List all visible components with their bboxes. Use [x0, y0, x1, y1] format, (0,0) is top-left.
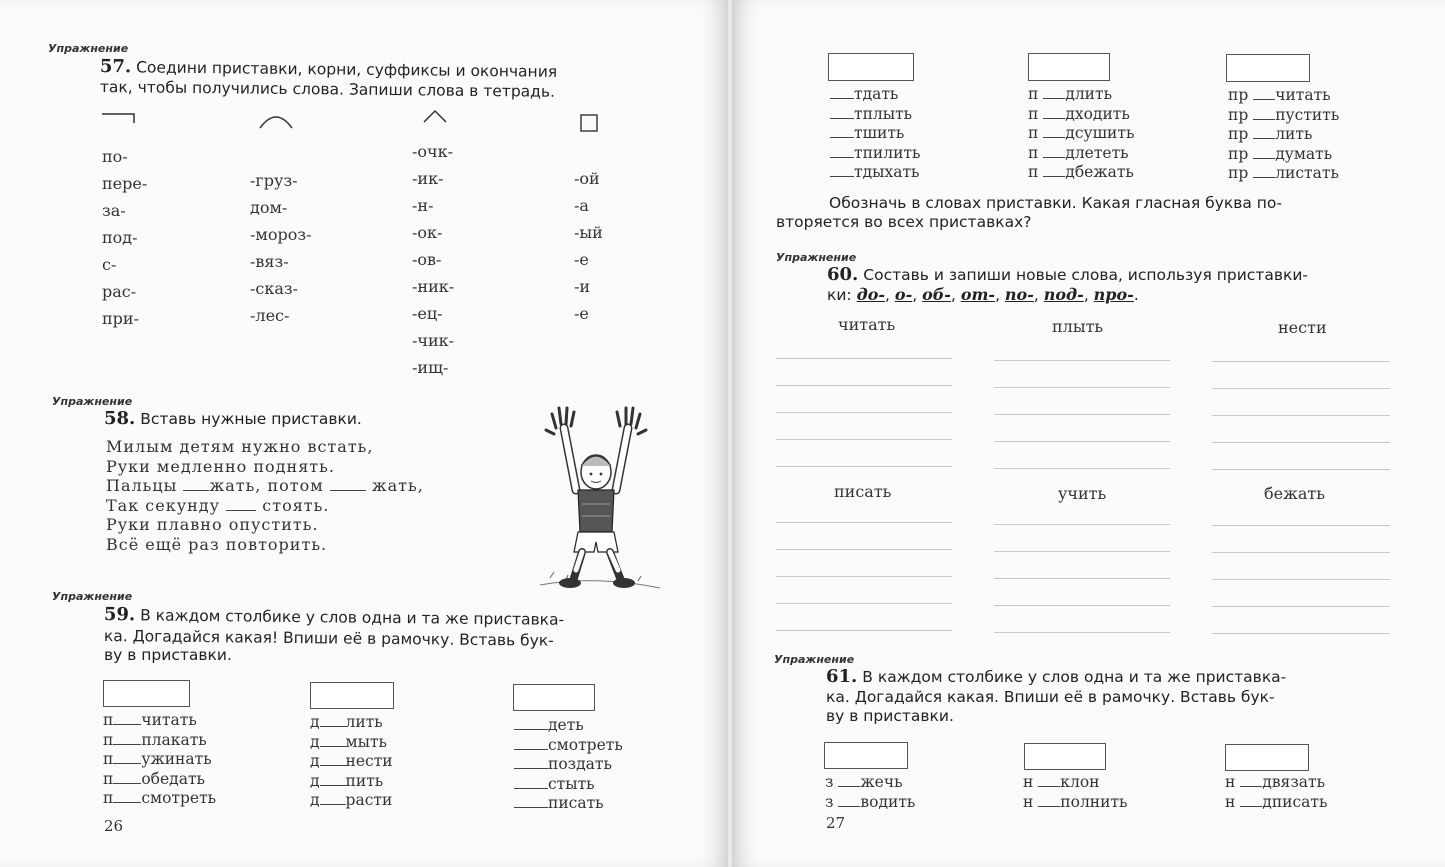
letter-blank[interactable]: [320, 765, 346, 766]
ex60-heading: [827, 265, 1308, 285]
ending-column: [574, 165, 603, 327]
ex61-col3: [1225, 773, 1327, 812]
prefix-answer-box[interactable]: [1024, 743, 1106, 770]
page-number-right: 27: [826, 814, 846, 832]
verb-heading: писать: [834, 482, 892, 501]
exercise-label: Упражнение: [52, 590, 133, 603]
writing-line[interactable]: [1212, 579, 1390, 580]
ex58-number: 58.: [104, 408, 136, 429]
prefix-answer-box[interactable]: [1226, 54, 1310, 82]
writing-line[interactable]: [776, 385, 952, 386]
word-item: п обедать: [103, 769, 205, 788]
ex59b-question-line2: вторяется во всех приставках?: [776, 213, 1032, 231]
letter-blank[interactable]: [1253, 119, 1275, 120]
poem-line: Всё ещё раз повторить.: [106, 534, 328, 554]
root-item: дом-: [250, 198, 288, 217]
letter-blank[interactable]: [320, 726, 346, 727]
exercise-label: Упражнение: [776, 251, 857, 264]
letter-blank[interactable]: [1038, 806, 1060, 807]
boy-exercising-illustration: [520, 400, 670, 600]
suffix-item: -ник-: [412, 277, 455, 296]
ex61-col1: [825, 773, 915, 812]
suffix-item: -н-: [412, 196, 434, 215]
word-item: пр листать: [1228, 164, 1339, 182]
ex61-col2: [1023, 773, 1127, 812]
poem-line: Так секунду стоять.: [106, 495, 330, 515]
word-item: пр читать: [1228, 86, 1331, 104]
writing-line[interactable]: [994, 578, 1170, 579]
letter-blank[interactable]: [113, 763, 141, 764]
letter-blank[interactable]: [1043, 176, 1065, 177]
ex57-line1: Соедини приставки, корни, суффиксы и окончания: [136, 58, 558, 81]
letter-blank[interactable]: [1043, 118, 1065, 119]
word-item: поздать: [514, 755, 623, 775]
ex61-heading: [826, 667, 1286, 687]
ex58-poem: [106, 437, 424, 554]
writing-line[interactable]: [994, 551, 1170, 552]
ex59-col1: [103, 711, 216, 809]
exercise-label: Упражнение: [774, 653, 855, 666]
word-item: стыть: [514, 775, 623, 795]
ex57-line2: так, чтобы получились слова. Запиши слова в тетрадь.: [99, 78, 556, 101]
letter-blank[interactable]: [1038, 786, 1060, 787]
word-item: тдыхать: [830, 163, 920, 183]
writing-line[interactable]: [1212, 442, 1390, 443]
ex61-line3: ву в приставки.: [826, 707, 954, 725]
letter-blank[interactable]: [113, 744, 141, 745]
writing-line[interactable]: [776, 522, 952, 523]
letter-blank[interactable]: [1240, 786, 1262, 787]
poem-line: Руки плавно опустить.: [106, 515, 319, 534]
right-page: [732, 0, 1445, 867]
ex59b-question-line1: Обозначь в словах приставки. Какая гласная буква по-: [829, 194, 1282, 212]
poem-line: Пальцы жать, потом жать,: [106, 476, 424, 495]
letter-blank[interactable]: [514, 749, 548, 750]
ending-item: -ый: [574, 223, 603, 242]
root-symbol-icon: [258, 110, 294, 130]
letter-blank[interactable]: [1043, 157, 1065, 158]
writing-line[interactable]: [994, 387, 1170, 388]
word-item: д расти: [310, 791, 393, 809]
letter-blank[interactable]: [830, 137, 854, 138]
verb-heading: учить: [1058, 484, 1107, 503]
word-item: пр лить: [1228, 125, 1313, 143]
word-item: п дсушить: [1028, 124, 1135, 142]
ending-item: -а: [574, 196, 589, 215]
word-item: п дбежать: [1028, 163, 1134, 181]
letter-blank[interactable]: [838, 806, 860, 807]
letter-blank[interactable]: [1253, 99, 1275, 100]
writing-line[interactable]: [1212, 525, 1390, 526]
verb-heading: плыть: [1052, 317, 1104, 336]
word-item: п длететь: [1028, 143, 1129, 162]
ex60-line2: ки: до-, о-, об-, от-, по-, под-, про-.: [827, 285, 1139, 304]
prefix-blank[interactable]: [183, 490, 209, 491]
ending-item: -ой: [574, 169, 600, 188]
letter-blank[interactable]: [1253, 158, 1275, 159]
letter-blank[interactable]: [514, 729, 548, 730]
writing-line[interactable]: [776, 412, 952, 413]
writing-line[interactable]: [776, 439, 952, 440]
word-item: пр пустить: [1228, 105, 1340, 124]
prefix-answer-box[interactable]: [828, 53, 914, 81]
ex59-line3: ву в приставки.: [104, 646, 232, 664]
ending-item: -е: [574, 250, 589, 269]
writing-line[interactable]: [994, 524, 1170, 525]
ex61-line2: ка. Догадайся какая. Впиши её в рамочку. Вставь бук-: [826, 688, 1275, 706]
word-item: п ужинать: [103, 750, 212, 768]
ex60-line1: Составь и запиши новые слова, используя приставки-: [863, 266, 1308, 284]
word-item: д лить: [310, 713, 383, 731]
word-item: з водить: [825, 792, 916, 811]
writing-line[interactable]: [1212, 633, 1390, 634]
ex60-number: 60.: [827, 264, 859, 285]
ex59b-col3: [1228, 86, 1339, 184]
root-item: -лес-: [250, 306, 290, 325]
root-item: -вяз-: [250, 252, 289, 271]
suffix-item: -ов-: [412, 250, 442, 269]
letter-blank[interactable]: [514, 768, 548, 769]
writing-line[interactable]: [1212, 388, 1390, 389]
writing-line[interactable]: [776, 466, 952, 467]
prefix-example: до-: [856, 285, 886, 304]
suffix-item: -ик-: [412, 169, 444, 188]
prefix-item: пере-: [102, 174, 148, 193]
letter-blank[interactable]: [1240, 806, 1262, 807]
word-item: п смотреть: [103, 789, 217, 807]
prefix-answer-box[interactable]: [1028, 53, 1110, 81]
prefix-answer-box[interactable]: [310, 682, 394, 709]
prefix-item: под-: [102, 228, 138, 247]
verb-heading: читать: [838, 315, 896, 334]
root-column: [250, 167, 312, 329]
writing-line[interactable]: [994, 441, 1170, 442]
letter-blank[interactable]: [113, 724, 141, 725]
letter-blank[interactable]: [830, 98, 854, 99]
ex61-number: 61.: [826, 666, 858, 687]
writing-line[interactable]: [1212, 361, 1390, 362]
word-item: пр думать: [1228, 144, 1333, 163]
letter-blank[interactable]: [830, 176, 854, 177]
letter-blank[interactable]: [830, 157, 854, 158]
ex59-col3: [514, 716, 623, 814]
prefix-item: за-: [102, 201, 126, 220]
prefix-item: по-: [102, 147, 128, 166]
letter-blank[interactable]: [1043, 98, 1065, 99]
writing-line[interactable]: [776, 576, 952, 577]
writing-line[interactable]: [994, 414, 1170, 415]
word-item: писать: [514, 794, 623, 814]
word-item: н двязать: [1225, 773, 1326, 791]
word-item: н клон: [1023, 773, 1100, 791]
letter-blank[interactable]: [320, 804, 346, 805]
suffix-item: -ок-: [412, 223, 443, 242]
suffix-item: -очк-: [412, 142, 454, 161]
poem-line: Милым детям нужно встать,: [106, 437, 374, 456]
ex58-title: Вставь нужные приставки.: [140, 410, 362, 428]
writing-line[interactable]: [776, 549, 952, 550]
ending-item: -и: [574, 277, 591, 296]
letter-blank[interactable]: [113, 783, 141, 784]
ex59-number: 59.: [103, 604, 136, 626]
ex58-heading: [104, 409, 362, 429]
letter-blank[interactable]: [1253, 177, 1275, 178]
suffix-item: -ец-: [412, 304, 443, 323]
word-item: деть: [514, 716, 623, 736]
writing-line[interactable]: [1212, 552, 1390, 553]
prefix-symbol-icon: [100, 110, 136, 124]
letter-blank[interactable]: [1253, 138, 1275, 139]
page-number-left: 26: [104, 817, 124, 835]
writing-line[interactable]: [776, 630, 952, 631]
suffix-item: -ищ-: [412, 358, 449, 377]
prefix-example: по-: [1004, 285, 1034, 304]
suffix-symbol-icon: [422, 108, 448, 124]
letter-blank[interactable]: [320, 785, 346, 786]
exercise-label: Упражнение: [48, 42, 129, 55]
poem-line: Руки медленно поднять.: [106, 456, 335, 476]
prefix-item: с-: [102, 255, 117, 274]
word-item: смотреть: [514, 736, 623, 756]
prefix-blank[interactable]: [226, 510, 256, 511]
verb-heading: бежать: [1264, 484, 1325, 503]
ex59b-col1: [830, 85, 920, 183]
writing-line[interactable]: [1212, 606, 1390, 607]
ending-symbol-icon: [580, 114, 598, 132]
writing-line[interactable]: [776, 358, 952, 359]
prefix-example: об-: [922, 285, 951, 304]
letter-blank[interactable]: [514, 788, 548, 789]
writing-line[interactable]: [1212, 415, 1390, 416]
word-item: д мыть: [310, 732, 387, 751]
prefix-answer-box[interactable]: [513, 684, 595, 711]
word-item: п длить: [1028, 85, 1113, 103]
word-item: тдать: [830, 85, 920, 105]
ending-item: -е: [574, 304, 589, 323]
prefix-answer-box[interactable]: [103, 680, 190, 707]
word-item: тшить: [830, 124, 920, 144]
prefix-example: от-: [960, 285, 996, 304]
word-item: п плакать: [103, 730, 207, 749]
prefix-item: рас-: [102, 282, 137, 301]
writing-line[interactable]: [994, 360, 1170, 361]
ex59-line2: ка. Догадайся какая! Впиши её в рамочку. Вставь бук-: [103, 627, 554, 650]
letter-blank[interactable]: [514, 807, 548, 808]
root-item: -мороз-: [250, 225, 312, 244]
suffix-column: [412, 138, 454, 381]
writing-line[interactable]: [776, 603, 952, 604]
ex59-col2: [310, 713, 393, 811]
word-item: п дходить: [1028, 104, 1130, 123]
writing-line[interactable]: [994, 632, 1170, 633]
letter-blank[interactable]: [830, 118, 854, 119]
ex57-number: 57.: [99, 56, 132, 78]
prefix-example: про-: [1093, 285, 1134, 304]
ex59-heading: [104, 605, 564, 630]
ex61-line1: В каждом столбике у слов одна и та же приставка-: [862, 668, 1287, 686]
word-item: д нести: [310, 752, 393, 770]
letter-blank[interactable]: [113, 802, 141, 803]
ex59-line1: В каждом столбике у слов одна и та же приставка-: [140, 606, 565, 629]
ex59b-col2: [1028, 85, 1134, 183]
letter-blank[interactable]: [838, 786, 860, 787]
word-item: д пить: [310, 771, 384, 790]
suffix-item: -чик-: [412, 331, 455, 350]
word-item: тпилить: [830, 144, 920, 164]
prefix-blank[interactable]: [330, 490, 366, 491]
word-item: п читать: [103, 711, 197, 729]
word-item: тплыть: [830, 105, 920, 125]
root-item: -сказ-: [250, 279, 299, 298]
word-item: н полнить: [1023, 792, 1128, 811]
prefix-example: о-: [894, 285, 913, 304]
writing-line[interactable]: [1212, 469, 1390, 470]
prefix-column: [102, 143, 147, 332]
letter-blank[interactable]: [1043, 137, 1065, 138]
word-item: з жечь: [825, 773, 903, 791]
prefix-item: при-: [102, 309, 139, 328]
word-item: н дписать: [1225, 792, 1328, 811]
verb-heading: нести: [1278, 318, 1327, 337]
letter-blank[interactable]: [320, 746, 346, 747]
root-item: -груз-: [250, 171, 298, 190]
prefix-answer-box[interactable]: [824, 742, 908, 769]
writing-line[interactable]: [994, 468, 1170, 469]
exercise-label: Упражнение: [52, 395, 133, 408]
prefix-example: под-: [1043, 285, 1084, 304]
prefix-answer-box[interactable]: [1225, 744, 1309, 771]
writing-line[interactable]: [994, 605, 1170, 606]
